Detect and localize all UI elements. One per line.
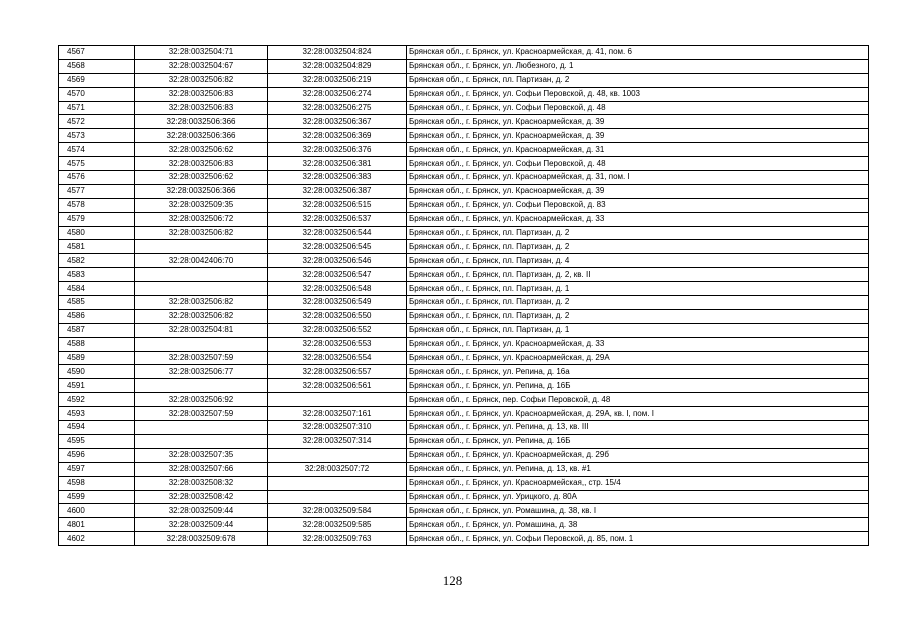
object-number-cell: 32:28:0032506:367: [268, 115, 407, 129]
address-cell: Брянская обл., г. Брянск, ул. Ромашина, д. 38, кв. I: [407, 504, 869, 518]
object-number-cell: 32:28:0032506:557: [268, 365, 407, 379]
row-number-cell: 4568: [59, 59, 135, 73]
row-number-cell: 4571: [59, 101, 135, 115]
address-cell: Брянская обл., г. Брянск, ул. Красноармейская, д. 33: [407, 337, 869, 351]
row-number-cell: 4570: [59, 87, 135, 101]
object-number-cell: 32:28:0032506:544: [268, 226, 407, 240]
parcel-number-cell: [135, 282, 268, 296]
table-row: [59, 101, 869, 115]
parcel-number-cell: 32:28:0032506:62: [135, 143, 268, 157]
parcel-number-cell: 32:28:0032506:83: [135, 101, 268, 115]
object-number-cell: 32:28:0032507:72: [268, 462, 407, 476]
row-number-cell: 4598: [59, 476, 135, 490]
row-number-cell: 4594: [59, 421, 135, 435]
table-row: [59, 240, 869, 254]
parcel-number-cell: 32:28:0032506:82: [135, 73, 268, 87]
table-row: [59, 490, 869, 504]
parcel-number-cell: 32:28:0032506:366: [135, 129, 268, 143]
row-number-cell: 4567: [59, 46, 135, 60]
row-number-cell: 4586: [59, 309, 135, 323]
address-cell: Брянская обл., г. Брянск, пл. Партизан, д. 2: [407, 240, 869, 254]
row-number-cell: 4595: [59, 434, 135, 448]
table-row: [59, 212, 869, 226]
address-cell: Брянская обл., г. Брянск, пл. Партизан, д. 1: [407, 323, 869, 337]
parcel-number-cell: [135, 434, 268, 448]
row-number-cell: 4587: [59, 323, 135, 337]
object-number-cell: 32:28:0032506:387: [268, 184, 407, 198]
address-cell: Брянская обл., г. Брянск, ул. Софьи Перовской, д. 48: [407, 157, 869, 171]
table-row: [59, 73, 869, 87]
object-number-cell: 32:28:0032506:553: [268, 337, 407, 351]
table-row: [59, 379, 869, 393]
row-number-cell: 4597: [59, 462, 135, 476]
table-row: [59, 421, 869, 435]
object-number-cell: 32:28:0032506:561: [268, 379, 407, 393]
table-row: [59, 115, 869, 129]
address-cell: Брянская обл., г. Брянск, ул. Красноармейская, д. 31: [407, 143, 869, 157]
object-number-cell: 32:28:0032504:824: [268, 46, 407, 60]
address-cell: Брянская обл., г. Брянск, ул. Софьи Перовской, д. 83: [407, 198, 869, 212]
object-number-cell: 32:28:0032506:552: [268, 323, 407, 337]
address-cell: Брянская обл., г. Брянск, ул. Красноармейская, д. 31, пом. I: [407, 171, 869, 185]
address-cell: Брянская обл., г. Брянск, пл. Партизан, д. 2: [407, 296, 869, 310]
table-row: [59, 407, 869, 421]
parcel-number-cell: 32:28:0032506:366: [135, 184, 268, 198]
row-number-cell: 4593: [59, 407, 135, 421]
address-cell: Брянская обл., г. Брянск, ул. Красноармейская, д. 41, пом. 6: [407, 46, 869, 60]
parcel-number-cell: 32:28:0032506:82: [135, 309, 268, 323]
row-number-cell: 4600: [59, 504, 135, 518]
object-number-cell: [268, 476, 407, 490]
object-number-cell: 32:28:0032506:550: [268, 309, 407, 323]
table-body: [59, 46, 869, 546]
object-number-cell: 32:28:0032506:274: [268, 87, 407, 101]
object-number-cell: [268, 448, 407, 462]
address-cell: Брянская обл., г. Брянск, пл. Партизан, д. 2: [407, 226, 869, 240]
table-row: [59, 393, 869, 407]
table-row: [59, 351, 869, 365]
address-cell: Брянская обл., г. Брянск, пер. Софьи Перовской, д. 48: [407, 393, 869, 407]
parcel-number-cell: 32:28:0032506:77: [135, 365, 268, 379]
row-number-cell: 4574: [59, 143, 135, 157]
parcel-number-cell: 32:28:0032504:67: [135, 59, 268, 73]
table-row: [59, 198, 869, 212]
parcel-number-cell: 32:28:0032506:82: [135, 296, 268, 310]
table-row: [59, 184, 869, 198]
address-cell: Брянская обл., г. Брянск, ул. Софьи Перовской, д. 48, кв. 1003: [407, 87, 869, 101]
parcel-number-cell: [135, 337, 268, 351]
parcel-number-cell: [135, 379, 268, 393]
parcel-number-cell: 32:28:0032506:366: [135, 115, 268, 129]
row-number-cell: 4583: [59, 268, 135, 282]
parcel-number-cell: 32:28:0042406:70: [135, 254, 268, 268]
row-number-cell: 4596: [59, 448, 135, 462]
row-number-cell: 4585: [59, 296, 135, 310]
row-number-cell: 4581: [59, 240, 135, 254]
table-row: [59, 518, 869, 532]
object-number-cell: 32:28:0032506:515: [268, 198, 407, 212]
object-number-cell: 32:28:0032507:310: [268, 421, 407, 435]
object-number-cell: 32:28:0032506:546: [268, 254, 407, 268]
object-number-cell: [268, 393, 407, 407]
row-number-cell: 4590: [59, 365, 135, 379]
table-row: [59, 46, 869, 60]
row-number-cell: 4569: [59, 73, 135, 87]
row-number-cell: 4576: [59, 171, 135, 185]
address-cell: Брянская обл., г. Брянск, пл. Партизан, д. 2: [407, 73, 869, 87]
address-cell: Брянская обл., г. Брянск, пл. Партизан, д. 2: [407, 309, 869, 323]
row-number-cell: 4580: [59, 226, 135, 240]
address-cell: Брянская обл., г. Брянск, ул. Красноармейская, д. 29А: [407, 351, 869, 365]
object-number-cell: 32:28:0032504:829: [268, 59, 407, 73]
parcel-number-cell: 32:28:0032504:71: [135, 46, 268, 60]
table-row: [59, 268, 869, 282]
row-number-cell: 4801: [59, 518, 135, 532]
parcel-number-cell: 32:28:0032506:92: [135, 393, 268, 407]
address-cell: Брянская обл., г. Брянск, ул. Красноармейская, д. 39: [407, 115, 869, 129]
address-cell: Брянская обл., г. Брянск, ул. Красноармейская, д. 39: [407, 129, 869, 143]
parcel-number-cell: 32:28:0032506:83: [135, 157, 268, 171]
address-cell: Брянская обл., г. Брянск, ул. Репина, д. 13, кв. III: [407, 421, 869, 435]
address-cell: Брянская обл., г. Брянск, ул. Любезного, д. 1: [407, 59, 869, 73]
row-number-cell: 4589: [59, 351, 135, 365]
address-cell: Брянская обл., г. Брянск, ул. Репина, д. 16Б: [407, 434, 869, 448]
parcel-number-cell: 32:28:0032508:42: [135, 490, 268, 504]
address-cell: Брянская обл., г. Брянск, ул. Красноармейская, д. 39: [407, 184, 869, 198]
parcel-number-cell: 32:28:0032506:62: [135, 171, 268, 185]
object-number-cell: [268, 490, 407, 504]
parcel-number-cell: 32:28:0032509:44: [135, 518, 268, 532]
address-cell: Брянская обл., г. Брянск, ул. Красноармейская, д. 33: [407, 212, 869, 226]
object-number-cell: 32:28:0032506:275: [268, 101, 407, 115]
table-row: [59, 254, 869, 268]
table-row: [59, 337, 869, 351]
object-number-cell: 32:28:0032506:376: [268, 143, 407, 157]
object-number-cell: 32:28:0032506:545: [268, 240, 407, 254]
row-number-cell: 4584: [59, 282, 135, 296]
address-cell: Брянская обл., г. Брянск, ул. Ромашина, д. 38: [407, 518, 869, 532]
address-cell: Брянская обл., г. Брянск, ул. Софьи Перовской, д. 85, пом. 1: [407, 532, 869, 546]
address-cell: Брянская обл., г. Брянск, ул. Репина, д. 13, кв. #1: [407, 462, 869, 476]
row-number-cell: 4578: [59, 198, 135, 212]
row-number-cell: 4575: [59, 157, 135, 171]
table-row: [59, 476, 869, 490]
table-row: [59, 59, 869, 73]
parcel-number-cell: 32:28:0032507:59: [135, 351, 268, 365]
row-number-cell: 4602: [59, 532, 135, 546]
parcel-number-cell: 32:28:0032507:66: [135, 462, 268, 476]
parcel-number-cell: 32:28:0032504:81: [135, 323, 268, 337]
parcel-number-cell: 32:28:0032508:32: [135, 476, 268, 490]
object-number-cell: 32:28:0032506:549: [268, 296, 407, 310]
table-row: [59, 323, 869, 337]
object-number-cell: 32:28:0032506:381: [268, 157, 407, 171]
table-row: [59, 532, 869, 546]
parcel-number-cell: 32:28:0032509:678: [135, 532, 268, 546]
address-cell: Брянская обл., г. Брянск, ул. Красноармейская, д. 29б: [407, 448, 869, 462]
parcel-number-cell: 32:28:0032506:83: [135, 87, 268, 101]
address-cell: Брянская обл., г. Брянск, пл. Партизан, д. 2, кв. II: [407, 268, 869, 282]
table-row: [59, 448, 869, 462]
row-number-cell: 4582: [59, 254, 135, 268]
object-number-cell: 32:28:0032506:219: [268, 73, 407, 87]
parcel-number-cell: [135, 268, 268, 282]
object-number-cell: 32:28:0032506:383: [268, 171, 407, 185]
table-row: [59, 87, 869, 101]
table-row: [59, 434, 869, 448]
parcel-number-cell: 32:28:0032509:44: [135, 504, 268, 518]
table-row: [59, 129, 869, 143]
address-cell: Брянская обл., г. Брянск, ул. Урицкого, д. 80А: [407, 490, 869, 504]
object-number-cell: 32:28:0032509:584: [268, 504, 407, 518]
parcel-number-cell: 32:28:0032506:72: [135, 212, 268, 226]
object-number-cell: 32:28:0032506:537: [268, 212, 407, 226]
object-number-cell: 32:28:0032506:369: [268, 129, 407, 143]
parcel-number-cell: 32:28:0032507:59: [135, 407, 268, 421]
row-number-cell: 4579: [59, 212, 135, 226]
address-cell: Брянская обл., г. Брянск, пл. Партизан, д. 4: [407, 254, 869, 268]
table-row: [59, 296, 869, 310]
address-cell: Брянская обл., г. Брянск, ул. Репина, д. 16Б: [407, 379, 869, 393]
table-row: [59, 309, 869, 323]
object-number-cell: 32:28:0032506:548: [268, 282, 407, 296]
row-number-cell: 4573: [59, 129, 135, 143]
address-cell: Брянская обл., г. Брянск, ул. Красноармейская,, стр. 15/4: [407, 476, 869, 490]
address-cell: Брянская обл., г. Брянск, ул. Красноармейская, д. 29А, кв. I, пом. I: [407, 407, 869, 421]
table-row: [59, 504, 869, 518]
table-row: [59, 157, 869, 171]
parcel-number-cell: [135, 421, 268, 435]
object-number-cell: 32:28:0032507:161: [268, 407, 407, 421]
object-number-cell: 32:28:0032506:547: [268, 268, 407, 282]
table-row: [59, 462, 869, 476]
table-row: [59, 171, 869, 185]
data-table: [58, 45, 869, 546]
row-number-cell: 4592: [59, 393, 135, 407]
table-row: [59, 282, 869, 296]
table-row: [59, 226, 869, 240]
parcel-number-cell: 32:28:0032506:82: [135, 226, 268, 240]
row-number-cell: 4572: [59, 115, 135, 129]
address-cell: Брянская обл., г. Брянск, ул. Софьи Перовской, д. 48: [407, 101, 869, 115]
parcel-number-cell: 32:28:0032509:35: [135, 198, 268, 212]
row-number-cell: 4591: [59, 379, 135, 393]
table-row: [59, 143, 869, 157]
row-number-cell: 4599: [59, 490, 135, 504]
page-number: 128: [442, 573, 463, 588]
address-cell: Брянская обл., г. Брянск, ул. Репина, д. 16а: [407, 365, 869, 379]
row-number-cell: 4577: [59, 184, 135, 198]
parcel-number-cell: [135, 240, 268, 254]
object-number-cell: 32:28:0032506:554: [268, 351, 407, 365]
address-cell: Брянская обл., г. Брянск, пл. Партизан, д. 1: [407, 282, 869, 296]
row-number-cell: 4588: [59, 337, 135, 351]
object-number-cell: 32:28:0032507:314: [268, 434, 407, 448]
parcel-number-cell: 32:28:0032507:35: [135, 448, 268, 462]
table-row: [59, 365, 869, 379]
object-number-cell: 32:28:0032509:585: [268, 518, 407, 532]
object-number-cell: 32:28:0032509:763: [268, 532, 407, 546]
